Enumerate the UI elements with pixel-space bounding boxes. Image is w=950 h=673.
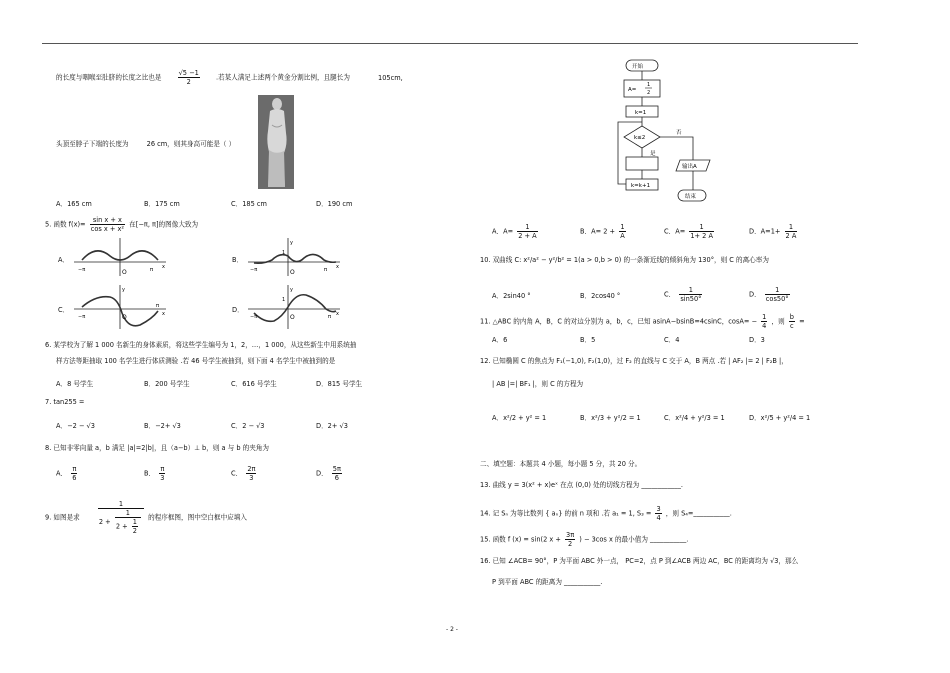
q7-option-b[interactable]: B．−2+ √3 (144, 422, 181, 430)
q4-ratio-den: 2 (186, 78, 191, 86)
q9-opt-b-den: A (620, 232, 625, 240)
q15-fraction (565, 531, 575, 548)
q14-text (480, 505, 732, 522)
q9-option-b[interactable] (580, 223, 628, 240)
q11-cos-den: 4 (762, 322, 767, 330)
q11-text: 11. △ABC 的内角 A，B，C 的对边分别为 a，b，c，已知 asinA−bsinB=4csinC，cosA= − (480, 317, 758, 326)
q11-end: = (799, 317, 805, 326)
graph-d-pi: π (328, 314, 332, 320)
q8-stem: 8. 已知非零向量 a，b 满足 |a|=2|b|，且（a−b）⊥ b，则 a 与 b 的夹角为 (45, 444, 269, 452)
q6-option-b[interactable]: B．200 号学生 (144, 380, 190, 388)
q5-den: cos x + x² (90, 225, 125, 233)
q11-stem (480, 313, 805, 330)
q9-option-d[interactable] (749, 223, 799, 240)
q9-option-b-label: B．A= 2 + (580, 227, 616, 236)
q10-suffix: 的一条渐近线的倾斜角为 130°，则 C 的离心率为 (623, 256, 769, 264)
q7-option-a[interactable]: A．−2 − √3 (56, 422, 95, 430)
flow-output-label: 输出A (682, 164, 697, 170)
flow-cond-label: k≤2 (634, 135, 646, 141)
q9-den (98, 509, 144, 535)
q9-option-c[interactable] (664, 223, 716, 240)
q8-option-d-label: D． (316, 469, 328, 478)
q9-option-a-label: A．A= (492, 227, 514, 236)
flow-a-init-lhs: A= (628, 87, 637, 93)
q8-option-a-fraction (71, 465, 77, 482)
q9-innermost-num: 1 (132, 518, 137, 526)
q4-option-a[interactable]: A．165 cm (56, 200, 92, 208)
q9-option-b-fraction (619, 223, 626, 240)
q8-option-c[interactable] (231, 465, 258, 482)
q12-option-a[interactable]: A．x²/2 + y² = 1 (492, 414, 547, 422)
q10-option-c-label: C． (664, 290, 676, 299)
q5-suffix: 在[−π, π]的图像大致为 (129, 220, 199, 229)
q11-option-b[interactable]: B．5 (580, 336, 596, 344)
q9-stem (45, 500, 247, 535)
q11-ratio-fraction (789, 313, 795, 330)
q5-label-a[interactable]: A． (58, 256, 70, 264)
page-number: - 2 - (446, 626, 458, 633)
q14-text-b: ，则 S₄=___________. (665, 509, 732, 518)
q8-option-c-fraction (246, 465, 256, 482)
q4-text-b: .若某人满足上述两个黄金分割比例，且腿长为 (215, 73, 350, 82)
q10-stem (480, 256, 769, 265)
q15-text-b: ) − 3cos x 的最小值为 ___________. (579, 535, 689, 544)
q9-inner-den-a: 2 + (115, 522, 128, 531)
q9-opt-c-den: 1+ 2 A (690, 232, 713, 240)
q12-option-d[interactable]: D．x²/5 + y²/4 = 1 (749, 414, 811, 422)
q5-graph-d[interactable] (244, 283, 344, 331)
q14-den: 4 (656, 514, 661, 522)
q12-line2: | AB |=| BF₁ |，则 C 的方程为 (492, 380, 584, 388)
graph-c-neg-pi: −π (78, 314, 86, 320)
q5-prefix: 5. 函数 f(x)= (45, 220, 86, 229)
flow-k-init-label: k=1 (635, 110, 647, 116)
q4-leg-length: 105cm, (378, 73, 403, 82)
q9-den-a: 2 + (98, 518, 111, 526)
q8-a-num: π (72, 465, 77, 473)
graph-a-neg-pi: −π (78, 267, 86, 273)
q11-cos-num: 1 (762, 313, 767, 321)
q8-c-den: 3 (249, 474, 254, 482)
q5-graph-b[interactable] (244, 236, 344, 278)
graph-d-neg-pi: −π (250, 314, 258, 320)
q9-inner-den (115, 518, 141, 535)
q9-opt-b-num: 1 (620, 223, 625, 231)
q11-option-c[interactable]: C．4 (664, 336, 680, 344)
q8-option-a-label: A． (56, 469, 68, 478)
q10-c-num: 1 (679, 286, 702, 295)
q8-option-b-fraction (159, 465, 165, 482)
q5-stem (45, 216, 198, 233)
q7-option-d[interactable]: D．2+ √3 (316, 422, 348, 430)
q8-option-b-label: B． (144, 469, 156, 478)
q8-d-num: 5π (332, 465, 341, 473)
graph-a-x: x (162, 264, 165, 270)
q8-option-a[interactable] (56, 465, 79, 482)
q9-option-c-fraction (689, 223, 714, 240)
q11-option-a[interactable]: A．6 (492, 336, 508, 344)
q5-num: sin x + x (90, 216, 125, 225)
q8-option-d[interactable] (316, 465, 344, 482)
flow-a-init-num: 1 (647, 82, 651, 88)
q4-line1 (56, 69, 403, 86)
part2-title: 二、填空题：本题共 4 小题，每小题 5 分，共 20 分。 (480, 460, 642, 468)
q8-c-num: 2π (247, 465, 256, 473)
q9-opt-a-num: 1 (517, 223, 537, 232)
flow-a-init-den: 2 (647, 90, 651, 96)
q4-ratio-num: √5 −1 (178, 69, 199, 77)
q13-text: 13. 曲线 y = 3(x² + x)eˣ 在点 (0,0) 处的切线方程为 ____________. (480, 481, 683, 489)
q10-option-c[interactable] (664, 286, 704, 303)
q4-option-c[interactable]: C．185 cm (231, 200, 267, 208)
q10-option-d[interactable] (749, 286, 792, 303)
q4-line2 (56, 140, 235, 149)
q4-ratio-fraction (178, 69, 200, 86)
q12-line1: 12. 已知椭圆 C 的焦点为 F₁(−1,0), F₂(1,0)，过 F₂ 的直线与 C 交于 A，B 两点 .若 | AF₂ |= 2 | F₂B |， (480, 357, 788, 365)
q10-option-d-fraction (765, 286, 790, 303)
graph-d-origin: O (290, 314, 295, 321)
flow-yes-label: 是 (650, 151, 656, 157)
graph-c-origin: O (122, 314, 127, 321)
q4-text-neck: 26 cm，则其身高可能是（ ） (146, 140, 236, 148)
graph-b-y: y (290, 240, 293, 246)
q16-line2: P 到平面 ABC 的距离为 ___________. (492, 578, 603, 586)
q6-option-d[interactable]: D．815 号学生 (316, 380, 363, 388)
q8-a-den: 6 (72, 474, 77, 482)
q9-suffix: 的程序框图，图中空白框中应填入 (148, 513, 247, 522)
flow-blank-box (626, 157, 658, 170)
q14-text-a: 14. 记 Sₙ 为等比数列 { aₙ} 的前 n 项和 .若 a₁ = 1, S₃ = (480, 509, 652, 518)
graph-b-pi: π (324, 267, 328, 273)
q5-label-b[interactable]: B． (232, 256, 244, 264)
q4-text-a: 的长度与咽喉至肚脐的长度之比也是 (56, 73, 162, 82)
q12-option-c[interactable]: C．x²/4 + y²/3 = 1 (664, 414, 725, 422)
q16-line1: 16. 已知 ∠ACB= 90°，P 为平面 ABC 外一点， PC=2，点 P 到∠ACB 两边 AC，BC 的距离均为 √3，那么 (480, 557, 799, 565)
q9-inner-num: 1 (115, 509, 141, 518)
q10-option-b[interactable]: B．2cos40 ° (580, 292, 621, 300)
q10-equation: x²/a² − y²/b² = 1(a > 0,b > 0) (523, 256, 622, 264)
q9-option-a-fraction (517, 223, 537, 240)
q9-opt-a-den: 2 + A (518, 232, 537, 240)
q9-opt-d-num: 1 (785, 223, 798, 232)
flow-start-label: 开始 (632, 64, 644, 70)
q5-function-fraction (90, 216, 125, 233)
q8-b-num: π (160, 465, 165, 473)
q10-option-a[interactable]: A．2sin40 ° (492, 292, 531, 300)
graph-b-neg-pi: −π (250, 267, 258, 273)
q6-line2: 样方法等距抽取 100 名学生进行体质测验 .若 46 号学生被抽到，则下面 4 名学生中被抽到的是 (56, 357, 336, 365)
q4-text-line2: 头顶至脖子下端的长度为 (56, 140, 129, 148)
q8-d-den: 6 (334, 474, 339, 482)
q8-option-d-fraction (332, 465, 342, 482)
q6-option-c[interactable]: C．616 号学生 (231, 380, 277, 388)
q10-option-c-fraction (679, 286, 702, 303)
q11-ratio-num: b (789, 313, 794, 321)
q11-cos-fraction (761, 313, 767, 330)
q15-text-a: 15. 函数 f (x) = sin(2 x + (480, 535, 561, 544)
q12-option-b[interactable]: B．x²/3 + y²/2 = 1 (580, 414, 641, 422)
q8-option-b[interactable] (144, 465, 167, 482)
q9-innermost-fraction (132, 518, 138, 535)
q10-d-den: cos50° (765, 295, 789, 303)
q5-graph-c[interactable] (70, 283, 170, 331)
q5-label-d[interactable]: D． (232, 306, 244, 314)
q11-ratio-den: c (790, 322, 794, 330)
graph-d-y: y (290, 287, 293, 293)
q9-prefix: 9. 如图是求 (45, 513, 80, 522)
graph-a-pi: π (150, 267, 154, 273)
graph-b-one: 1 (282, 250, 286, 256)
q9-option-a[interactable] (492, 223, 540, 240)
q5-graph-a[interactable] (70, 236, 170, 278)
q11-mid: ，则 (771, 317, 785, 326)
q7-stem: 7. tan255 = (45, 398, 85, 406)
flow-end-label: 结束 (685, 194, 697, 200)
q15-text (480, 531, 688, 548)
q10-c-den: sin50° (680, 295, 702, 303)
q6-line1: 6. 某学校为了解 1 000 名新生的身体素质，将这些学生编号为 1，2，…，1 000，从这些新生中用系统抽 (45, 341, 357, 349)
q8-b-den: 3 (160, 474, 165, 482)
q8-option-c-label: C． (231, 469, 243, 478)
q15-den: 2 (567, 540, 573, 548)
graph-b-x: x (336, 264, 339, 270)
q11-option-d[interactable]: D．3 (749, 336, 765, 344)
q4-option-d[interactable]: D．190 cm (316, 200, 353, 208)
q10-option-d-label: D． (749, 290, 761, 299)
graph-c-pi: π (156, 303, 160, 309)
graph-b-origin: O (290, 269, 295, 276)
header-rule (42, 43, 858, 44)
flow-no-label: 否 (676, 130, 682, 136)
graph-d-one: 1 (282, 297, 286, 303)
q9-option-c-label: C．A= (664, 227, 686, 236)
q9-continued-fraction (98, 500, 144, 535)
q14-num: 3 (656, 505, 661, 513)
graph-d-x: x (336, 311, 339, 317)
venus-statue-image (258, 95, 294, 189)
q6-option-a[interactable]: A．8 号学生 (56, 380, 94, 388)
q14-fraction (655, 505, 661, 522)
q9-option-d-fraction (785, 223, 798, 240)
graph-c-y: y (122, 287, 125, 293)
q9-opt-c-num: 1 (689, 223, 714, 232)
q10-d-num: 1 (765, 286, 790, 295)
q10-prefix: 10. 双曲线 C: (480, 256, 522, 264)
q4-option-b[interactable]: B．175 cm (144, 200, 180, 208)
q9-option-d-label: D．A=1+ (749, 227, 781, 236)
q7-option-c[interactable]: C．2 − √3 (231, 422, 265, 430)
q9-innermost-den: 2 (132, 527, 137, 535)
q9-num: 1 (98, 500, 144, 509)
q9-inner-fraction (115, 509, 141, 535)
q9-opt-d-den: 2 A (785, 232, 797, 240)
flowchart (614, 56, 724, 206)
graph-c-x: x (162, 311, 165, 317)
flow-inc-label: k=k+1 (631, 183, 651, 189)
graph-a-origin: O (122, 269, 127, 276)
q5-label-c[interactable]: C． (58, 306, 70, 314)
q15-num: 3π (566, 531, 575, 539)
